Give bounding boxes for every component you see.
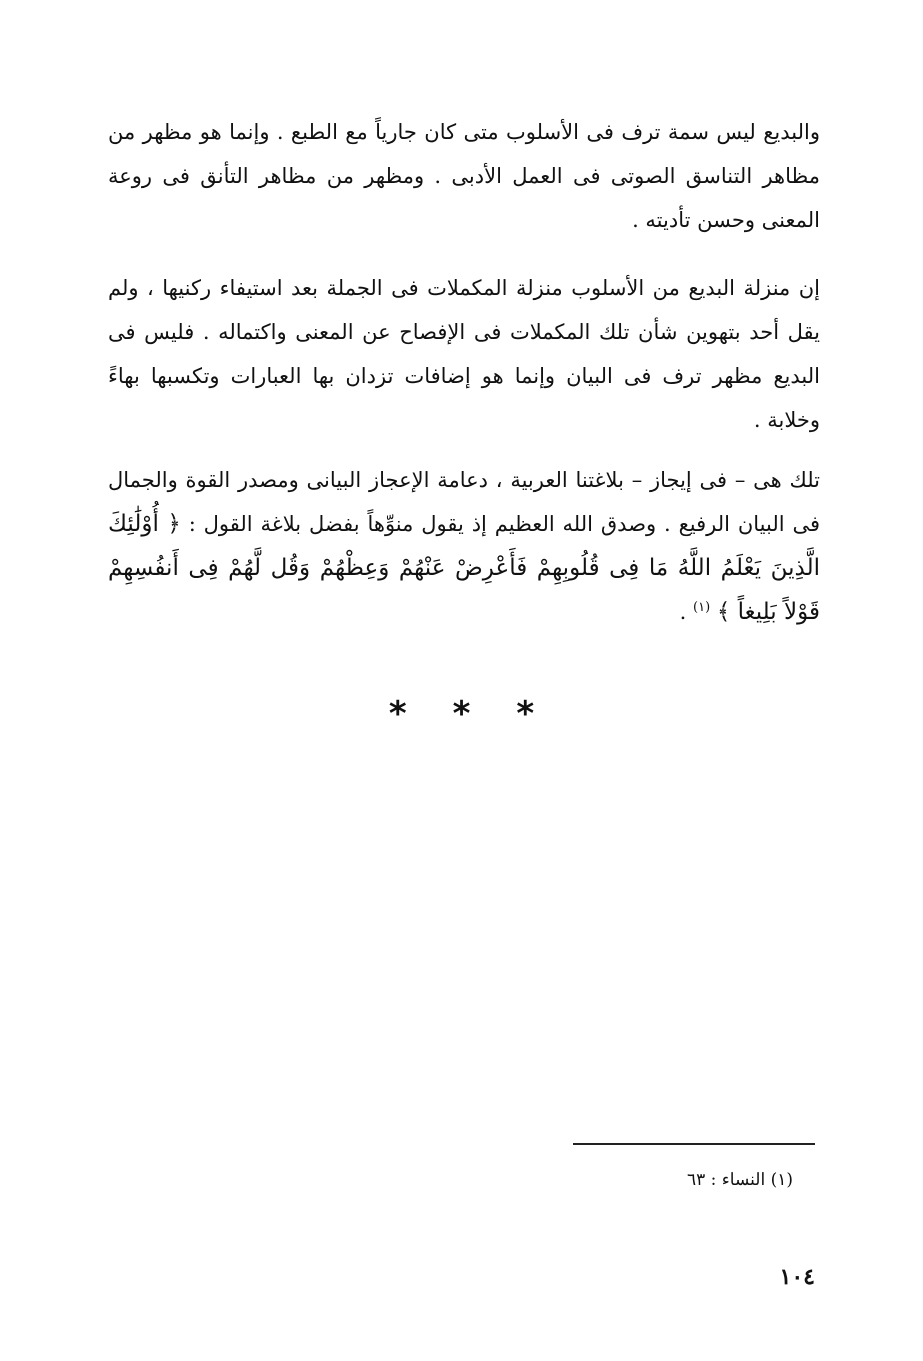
paragraph-3-text [108, 458, 820, 634]
quran-verse-quote: ﴿ أُوْلَٰئِكَ الَّذِينَ يَعْلَمُ اللَّهُ مَا فِى قُلُوبِهِمْ فَأَعْرِضْ عَنْهُمْ وَعِظْهُمْ وَقُل لَّهُمْ فِى أَنفُسِهِمْ قَوْلاً بَلِيغاً ﴾ [108, 511, 820, 625]
paragraph-3 [108, 458, 820, 634]
footnote: (١) النساء : ٦٣ [687, 1170, 793, 1190]
footnote-reference: (١) [693, 600, 711, 615]
paragraph-2-text: إن منزلة البديع من الأسلوب منزلة المكملات فى الجملة بعد استيفاء ركنيها ، ولم يقل أحد بتهوين شأن تلك المكملات فى الإفصاح عن المعنى واكتماله . فليس فى البديع مظهر ترف فى البيان وإنما هو إضافات تزدان بها العبارات وتكسبها بهاءً وخلابة . [108, 276, 821, 432]
paragraph-2 [108, 266, 820, 442]
paragraph-3-end: . [679, 600, 687, 624]
paragraph-1-text: والبديع ليس سمة ترف فى الأسلوب متى كان جارياً مع الطبع . وإنما هو مظهر من مظاهر التناسق الصوتى فى العمل الأدبى . ومظهر من مظاهر التأنق فى روعة المعنى وحسن تأديته . [108, 120, 820, 232]
page-number: ١٠٤ [779, 1264, 815, 1290]
paragraph-1 [108, 110, 820, 242]
paragraph-3-intro: تلك هى – فى إيجاز – بلاغتنا العربية ، دعامة الإعجاز البيانى ومصدر القوة والجمال فى البيان الرفيع . وصدق الله العظيم إذ يقول منوِّهاً بفضل بلاغة القول : [108, 468, 820, 536]
section-separator: *** [388, 694, 581, 734]
footnote-rule [573, 1143, 815, 1145]
